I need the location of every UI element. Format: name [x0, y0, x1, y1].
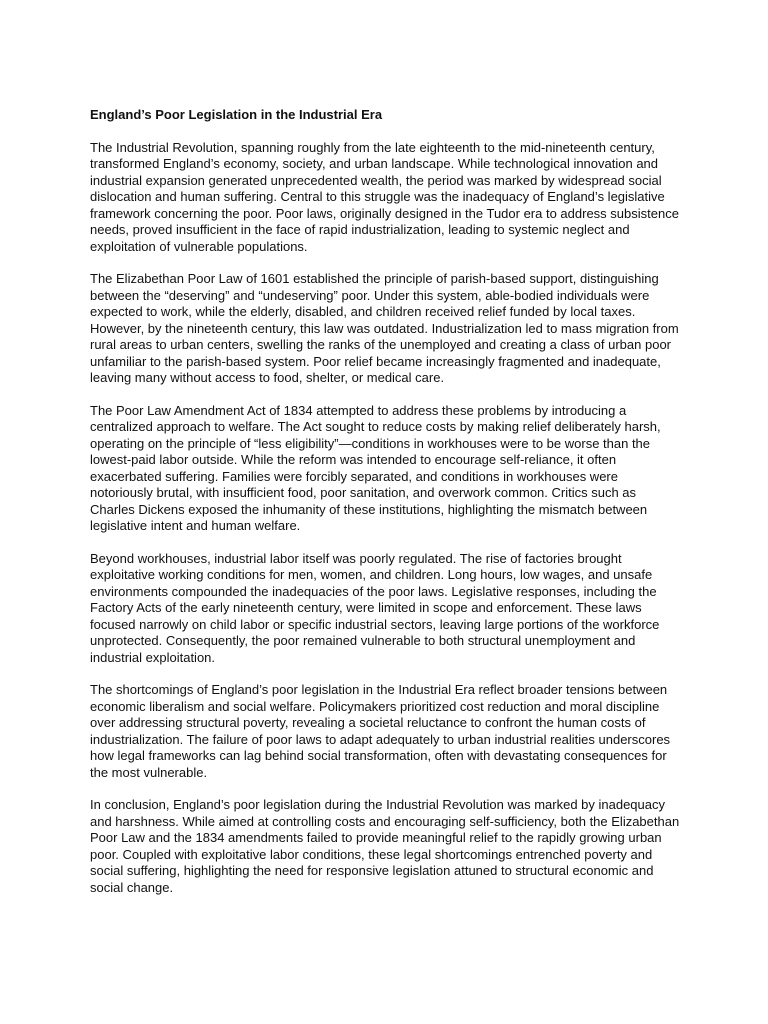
paragraph-poor-law-amendment-act: The Poor Law Amendment Act of 1834 attempted to address these problems by introducing a centralized approach to welfare. The Act sought to reduce costs by making relief deliberately harsh, operating on the principle of “less eligibility”—conditions in workhouses were to be worse than the lowest-paid labor outside. While the reform was intended to encourage self-reliance, it often exacerbated suffering. Families were forcibly separated, and conditions in workhouses were notoriously brutal, with insufficient food, poor sanitation, and overwork common. Critics such as Charles Dickens exposed the inhumanity of these institutions, highlighting the mismatch between legislative intent and human welfare.: [90, 402, 661, 533]
paragraph-conclusion: In conclusion, England’s poor legislation during the Industrial Revolution was marked by inadequacy and harshness. While aimed at controlling costs and encouraging self-sufficiency, both the Elizabethan Poor Law and the 1834 amendments failed to provide meaningful relief to the rapidly growing urban poor. Coupled with exploitative labor conditions, these legal shortcomings entrenched poverty and social suffering, highlighting the need for responsive legislation attuned to structural economic and social change.: [90, 797, 680, 895]
document-title: England’s Poor Legislation in the Industrial Era: [90, 107, 383, 122]
document-body: [90, 107, 680, 912]
paragraph-introduction: The Industrial Revolution, spanning roughly from the late eighteenth to the mid-nineteenth century, transformed England’s economy, society, and urban landscape. While technological innovation and industrial expansion generated unprecedented wealth, the period was marked by widespread social dislocation and human suffering. Central to this struggle was the inadequacy of England’s legislative framework concerning the poor. Poor laws, originally designed in the Tudor era to address subsistence needs, proved insufficient in the face of rapid industrialization, leading to systemic neglect and exploitation of vulnerable populations.: [90, 139, 679, 254]
paragraph-elizabethan-poor-law: The Elizabethan Poor Law of 1601 established the principle of parish-based support, distinguishing between the “deserving” and “undeserving” poor. Under this system, able-bodied individuals were expected to work, while the elderly, disabled, and children received relief funded by local taxes. However, by the nineteenth century, this law was outdated. Industrialization led to mass migration from rural areas to urban centers, swelling the ranks of the unemployed and creating a class of urban poor unfamiliar to the parish-based system. Poor relief became increasingly fragmented and inadequate, leaving many without access to food, shelter, or medical care.: [90, 271, 679, 385]
paragraph-industrial-labor: Beyond workhouses, industrial labor itself was poorly regulated. The rise of factories brought exploitative working conditions for men, women, and children. Long hours, low wages, and unsafe environments compounded the inadequacies of the poor laws. Legislative responses, including the Factory Acts of the early nineteenth century, were limited in scope and enforcement. These laws focused narrowly on child labor or specific industrial sectors, leaving large portions of the workforce unprotected. Consequently, the poor remained vulnerable to both structural unemployment and industrial exploitation.: [90, 550, 660, 665]
paragraph-shortcomings: The shortcomings of England’s poor legislation in the Industrial Era reflect broader tensions between economic liberalism and social welfare. Policymakers prioritized cost reduction and moral discipline over addressing structural poverty, revealing a societal reluctance to confront the human costs of industrialization. The failure of poor laws to adapt adequately to urban industrial realities underscores how legal frameworks can lag behind social transformation, often with devastating consequences for the most vulnerable.: [90, 682, 671, 780]
